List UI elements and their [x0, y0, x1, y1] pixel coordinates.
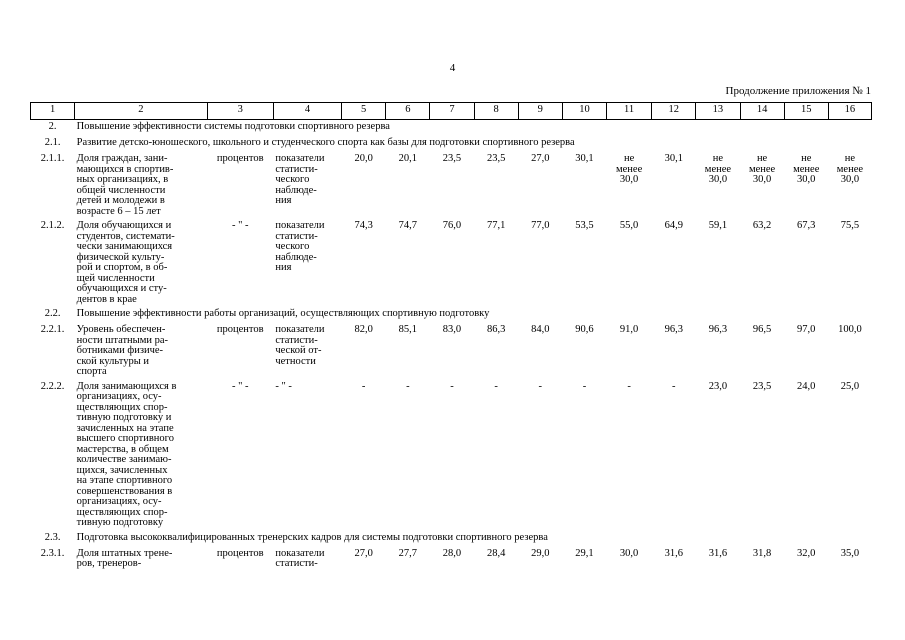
value-cell: 31,8	[752, 547, 772, 559]
value-cell: -	[361, 380, 366, 392]
value-cell: 90,6	[575, 324, 594, 335]
value-cell: 27,0	[354, 547, 373, 559]
row-number: 2.2.2.	[40, 380, 65, 392]
section-title: Подготовка высококвалифицированных тренерских кадров для системы подготовки спортивного резерва	[76, 531, 548, 543]
value-cell: 67,3	[797, 220, 816, 231]
unit-cell: - " -	[231, 220, 249, 231]
value-cell: 23,5	[486, 153, 506, 164]
value-cell: 27,0	[531, 153, 550, 164]
column-header: 11	[607, 103, 652, 120]
row-number: 2.2.1.	[40, 324, 65, 335]
column-header: 2	[75, 103, 207, 120]
header-row	[31, 103, 872, 120]
value-cell: 96,5	[752, 324, 772, 335]
value-cell: 59,1	[708, 220, 728, 231]
column-header: 10	[562, 103, 606, 120]
section-row	[31, 531, 872, 547]
column-header: 12	[652, 103, 696, 120]
value-cell: -	[538, 380, 543, 392]
unit-cell: - " -	[231, 380, 249, 392]
value-cell: 35,0	[840, 547, 860, 559]
value-cell: 28,4	[486, 547, 506, 559]
indicator-name: Доля занимающихся в организациях, осу- ществляющих спор- тивную подготовку и зачисленных на этапе высшего спортивного мастерства, в общем количестве занимаю- щихся, зачисленных на этапе спортивного совершенствования в организациях, осу- ществляющих спор- тивную подготовку	[76, 380, 177, 528]
value-cell: -	[406, 380, 410, 392]
value-cell: 23,5	[442, 153, 462, 164]
column-header: 9	[518, 103, 562, 120]
column-header: 6	[386, 103, 430, 120]
column-header: 4	[273, 103, 341, 120]
value-cell: 75,5	[840, 220, 860, 231]
column-header: 1	[31, 103, 75, 120]
value-cell: 74,3	[354, 220, 373, 231]
value-cell: 85,1	[398, 324, 418, 335]
value-cell: 97,0	[797, 324, 816, 335]
source-cell: показатели статисти- ческого наблюде- ния	[275, 220, 325, 273]
section-title: Развитие детско-юношеского, школьного и студенческого спорта как базы для подготовки спортивного резерва	[76, 137, 575, 148]
value-cell: не менее 30,0	[793, 153, 820, 185]
row-number: 2.1.1.	[40, 153, 65, 164]
value-cell: не менее 30,0	[836, 153, 864, 185]
value-cell: -	[582, 380, 587, 392]
value-cell: 55,0	[619, 220, 639, 231]
value-cell: 30,0	[619, 547, 639, 559]
value-cell: 82,0	[354, 324, 373, 335]
value-cell: 96,3	[708, 324, 728, 335]
table-row	[31, 547, 872, 572]
page-number: 4	[449, 62, 456, 74]
value-cell: 91,0	[619, 324, 639, 335]
value-cell: 74,7	[398, 220, 418, 231]
indicator-name: Доля обучающихся и студентов, системати- чески занимающихся физической культу- рой и спортом, в об- щей численности обучающихся и сту- дентов в крае	[76, 220, 175, 305]
row-number: 2.1.2.	[40, 220, 65, 231]
value-cell: 83,0	[442, 324, 462, 335]
source-cell: показатели статисти- ческого наблюде- ния	[275, 153, 325, 206]
row-number: 2.1.	[44, 137, 61, 148]
value-cell: 25,0	[840, 380, 860, 392]
value-cell: -	[494, 380, 498, 392]
section-title: Повышение эффективности системы подготовки спортивного резерва	[76, 121, 390, 132]
source-cell: - " -	[275, 380, 292, 392]
section-row	[31, 120, 872, 137]
value-cell: -	[450, 380, 454, 392]
column-header: 5	[342, 103, 386, 120]
value-cell: 29,0	[531, 547, 550, 559]
source-cell: показатели статисти- ческой от- четности	[275, 324, 325, 367]
source-cell: показатели статисти-	[275, 547, 325, 569]
value-cell: 86,3	[486, 324, 506, 335]
value-cell: 77,1	[486, 220, 506, 231]
value-cell: 64,9	[664, 220, 683, 231]
row-number: 2.3.	[44, 531, 61, 543]
value-cell: 29,1	[575, 547, 594, 559]
value-cell: 53,5	[575, 220, 594, 231]
row-number: 2.3.1.	[40, 547, 65, 559]
column-header: 14	[740, 103, 784, 120]
value-cell: 28,0	[442, 547, 462, 559]
indicator-name: Уровень обеспечен- ности штатными ра- ботниками физиче- ской культуры и спорта	[76, 324, 169, 377]
value-cell: 76,0	[442, 220, 462, 231]
value-cell: не менее 30,0	[704, 153, 732, 185]
value-cell: 96,3	[664, 324, 683, 335]
continuation-label: Продолжение приложения № 1	[725, 85, 871, 97]
value-cell: 100,0	[838, 324, 862, 335]
value-cell: 31,6	[708, 547, 728, 559]
unit-cell: процентов	[216, 153, 264, 164]
value-cell: 27,7	[398, 547, 418, 559]
column-header: 13	[696, 103, 740, 120]
unit-cell: процентов	[216, 324, 264, 335]
row-number: 2.	[48, 121, 57, 132]
value-cell: -	[672, 380, 676, 392]
column-header: 3	[207, 103, 273, 120]
table-row	[31, 219, 872, 307]
appendix-table	[30, 102, 872, 572]
indicator-name: Доля штатных трене- ров, тренеров-	[76, 547, 173, 569]
value-cell: 32,0	[797, 547, 816, 559]
section-row	[31, 307, 872, 323]
value-cell: 23,0	[708, 380, 728, 392]
value-cell: 23,5	[752, 380, 772, 392]
value-cell: не менее 30,0	[748, 153, 776, 185]
column-header: 15	[784, 103, 828, 120]
row-number: 2.2.	[44, 308, 61, 319]
column-header: 7	[430, 103, 474, 120]
table-row	[31, 380, 872, 531]
value-cell: -	[627, 380, 631, 392]
value-cell: 20,1	[398, 153, 418, 164]
section-row	[31, 136, 872, 152]
value-cell: не менее 30,0	[615, 153, 643, 185]
value-cell: 84,0	[531, 324, 550, 335]
table-row	[31, 323, 872, 380]
table-row	[31, 152, 872, 219]
column-header: 8	[474, 103, 518, 120]
value-cell: 20,0	[354, 153, 373, 164]
column-header: 16	[828, 103, 871, 120]
indicator-name: Доля граждан, зани- мающихся в спортив- ных организациях, в общей численности детей и молодежи в возрасте 6 – 15 лет	[76, 153, 174, 217]
value-cell: 63,2	[752, 220, 772, 231]
value-cell: 24,0	[797, 380, 816, 392]
value-cell: 30,1	[575, 153, 594, 164]
value-cell: 30,1	[664, 153, 683, 164]
unit-cell: процентов	[216, 547, 264, 559]
value-cell: 31,6	[664, 547, 683, 559]
section-title: Повышение эффективности работы организаций, осуществляющих спортивную подготовку	[76, 308, 490, 319]
value-cell: 77,0	[531, 220, 550, 231]
